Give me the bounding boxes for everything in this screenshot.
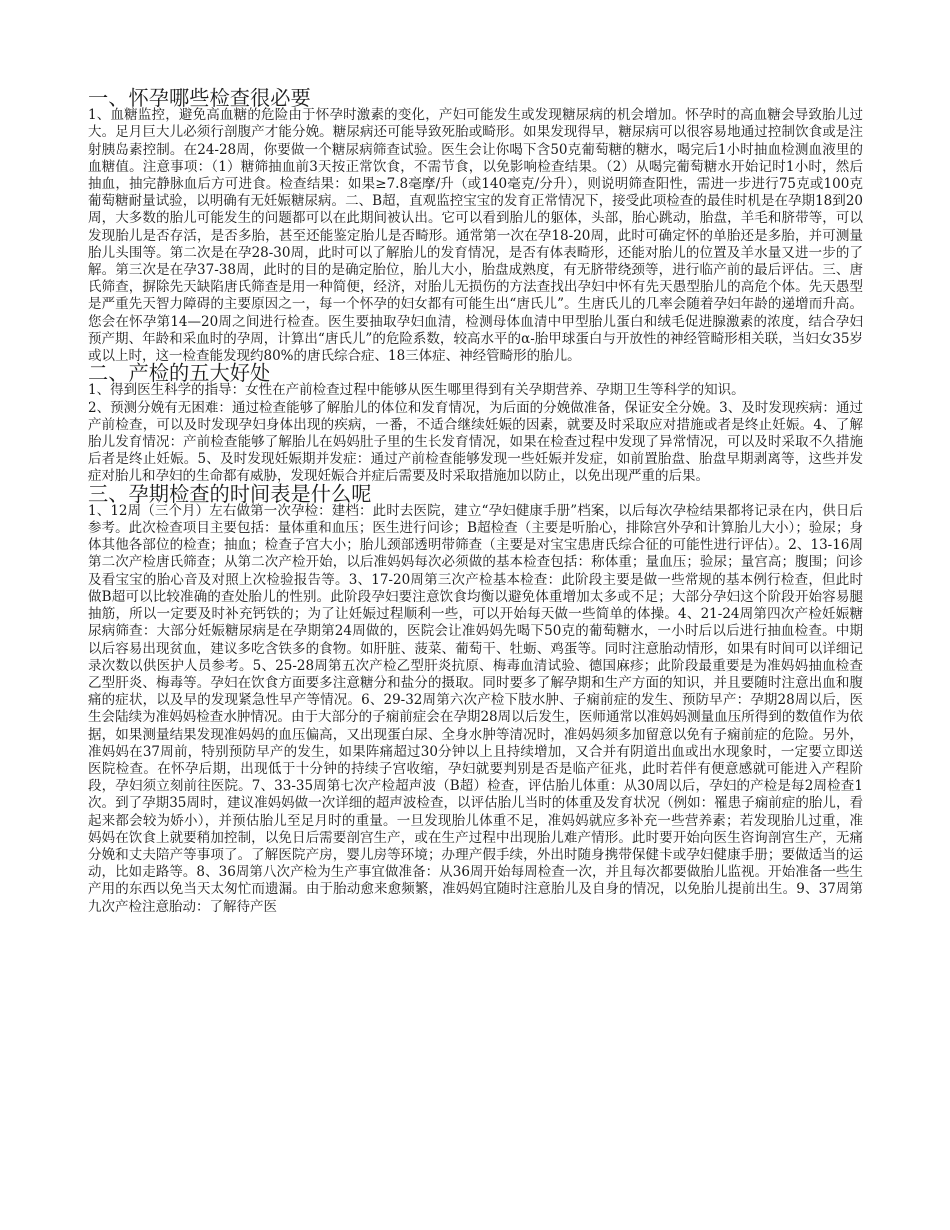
- paragraph-checks-detail: 1、血糖监控，避免高血糖的危险由于怀孕时激素的变化，产妇可能发生或发现糖尿病的机会增加。怀孕时的高血糖会导致胎儿过大。足月巨大儿必须行剖腹产才能分娩。糖尿病还可能导致死胎或畸形。如果发现得早，糖尿病可以很容易地通过控制饮食或是注射胰岛素控制。在24-28周，你要做一个糖尿病筛查试验。医生会让你喝下含50克葡萄糖的糖水，喝完后1小时抽血检测血液里的血糖值。注意事项：（1）糖筛抽血前3天按正常饮食，不需节食，以免影响检查结果。（2）从喝完葡萄糖水开始记时1小时，然后抽血，抽完静脉血后方可进食。检查结果：如果≥7.8毫摩/升（或140毫克/分升），则说明筛查阳性，需进一步进行75克或100克葡萄糖耐量试验，以明确有无妊娠糖尿病。二、B超，直观监控宝宝的发育正常情况下，接受此项检查的最佳时机是在孕期18到20周，大多数的胎儿可能发生的问题都可以在此期间被认出。它可以看到胎儿的躯体，头部，胎心跳动，胎盘，羊毛和脐带等，可以发现胎儿是否存活，是否多胎，甚至还能鉴定胎儿是否畸形。通常第一次在孕18-20周，此时可确定怀的单胎还是多胎，并可测量胎儿头围等。第二次是在孕28-30周，此时可以了解胎儿的发育情况，是否有体表畸形，还能对胎儿的位置及羊水量又进一步的了解。第三次是在孕37-38周，此时的目的是确定胎位，胎儿大小，胎盘成熟度，有无脐带绕颈等，进行临产前的最后评估。三、唐氏筛查，摒除先天缺陷唐氏筛查是用一种简便，经济，对胎儿无损伤的方法查找出孕妇中怀有先天愚型胎儿的高危个体。先天愚型是严重先天智力障碍的主要原因之一，每一个怀孕的妇女都有可能生出“唐氏儿”。生唐氏儿的几率会随着孕妇年龄的递增而升高。您会在怀孕第14—20周之间进行检查。医生要抽取孕妇血清，检测母体血清中甲型胎儿蛋白和绒毛促进腺激素的浓度，结合孕妇预产期、年龄和采血时的孕周，计算出“唐氏儿”的危险系数，较高水平的α-胎甲球蛋白与开放性的神经管畸形相关联，当妇女35岁或以上时，这一检查能发现约80%的唐氏综合症、18三体症、神经管畸形的胎儿。: [88, 107, 863, 365]
- section-heading-schedule: 三、孕期检查的时间表是什么呢: [88, 481, 372, 506]
- paragraph-benefit-guidance: 1、得到医生科学的指导：女性在产前检查过程中能够从医生哪里得到有关孕期营养、孕期卫生等科学的知识。: [88, 382, 745, 399]
- section-heading-pregnancy-checks: 一、怀孕哪些检查很必要: [88, 86, 311, 110]
- paragraph-benefit-prediction: 2、预测分娩有无困难：通过检查能够了解胎儿的体位和发育情况，为后面的分娩做准备，保证安全分娩。3、及时发现疾病：通过产前检查，可以及时发现孕妇身体出现的疾病，一番，不适合继续妊娠的因素，就要及时采取应对措施或者是终止妊娠。4、了解胎儿发育情况：产前检查能够了解胎儿在妈妈肚子里的生长发育情况，如果在检查过程中发现了异常情况，可以及时采取不久措施后者是终止妊娠。5、及时发现妊娠期并发症：通过产前检查能够发现一些妊娠并发症，如前置胎盘、胎盘早期剥离等，这些并发症对胎儿和孕妇的生命都有威胁，发现妊娠合并症后需要及时采取措施加以防止，以免出现严重的后果。: [88, 399, 863, 485]
- paragraph-schedule-detail: 1、12周（三个月）左右做第一次孕检：建档：此时去医院，建立“孕妇健康手册”档案，以后每次孕检结果都将记录在内，供日后参考。此次检查项目主要包括：量体重和血压；医生进行问诊；B超检查（主要是听胎心，排除宫外孕和计算胎儿大小）；验尿；身体其他各部位的检查；抽血；检查子宫大小；胎儿颈部透明带筛查（主要是对宝宝患唐氏综合征的可能性进行评估）。2、13-16周第二次产检唐氏筛查；从第二次产检开始，以后准妈妈每次必须做的基本检查包括：称体重；量血压；验尿；量宫高；腹围；问诊及看宝宝的胎心音及对照上次检验报告等。3、17-20周第三次产检基本检查：此阶段主要是做一些常规的基本例行检查，但此时做B超可以比较准确的查处胎儿的性别。此阶段孕妇要注意饮食均衡以避免体重增加太多或不足；大部分孕妇这个阶段开始容易腿抽筋，所以一定要及时补充钙铁的；为了让妊娠过程顺利一些，可以开始每天做一些简单的体操。4、21-24周第四次产检妊娠糖尿病筛查：大部分妊娠糖尿病是在孕期第24周做的，医院会让准妈妈先喝下50克的葡萄糖水，一小时后以后进行抽血检查。中期以后容易出现贫血，建议多吃含铁多的食物。如肝脏、菠菜、葡萄干、牡蛎、鸡蛋等。同时注意胎动情形，如果有时间可以详细记录次数以供医护人员参考。5、25-28周第五次产检乙型肝炎抗原、梅毒血清试验、德国麻疹；此阶段最重要是为准妈妈抽血检查乙型肝炎、梅毒等。孕妇在饮食方面要多注意糖分和盐分的摄取。同时要多了解孕期和生产方面的知识，并且要随时注意出血和腹痛的症状，以及早的发现紧急性早产等情况。6、29-32周第六次产检下肢水肿、子痫前症的发生、预防早产：孕期28周以后，医生会陆续为准妈妈检查水肿情况。由于大部分的子痫前症会在孕期28周以后发生，医师通常以准妈妈测量血压所得到的数值作为依据，如果测量结果发现准妈妈的血压偏高，又出现蛋白尿、全身水肿等清况时，准妈妈须多加留意以免有子痫前症的危险。另外，准妈妈在37周前，特别预防早产的发生，如果阵痛超过30分钟以上且持续增加，又合并有阴道出血或出水现象时，一定要立即送医院检查。在怀孕后期，出现低于十分钟的持续子宫收缩，孕妇就要判别是否是临产征兆，此时若伴有便意感就可能进入产程阶段，孕妇须立刻前往医院。7、33-35周第七次产检超声波（B超）检查，评估胎儿体重：从30周以后，孕妇的产检是每2周检查1次。到了孕期35周时，建议准妈妈做一次详细的超声波检查，以评估胎儿当时的体重及发育状况（例如：罹患子痫前症的胎儿，看起来都会较为娇小），并预估胎儿至足月时的重量。一旦发现胎儿体重不足，准妈妈就应多补充一些营养素；若发现胎儿过重，准妈妈在饮食上就要稍加控制，以免日后需要剖宫生产，或在生产过程中出现胎儿难产情形。此时要开始向医生咨询剖宫生产，无痛分娩和丈夫陪产等事项了。了解医院产房，婴儿房等环境；办理产假手续，外出时随身携带保健卡或孕妇健康手册；要做适当的运动，比如走路等。8、36周第八次产检为生产事宜做准备：从36周开始每周检查一次，并且每次都要做胎儿监视。开始准备一些生产用的东西以免当天太匆忙而遗漏。由于胎动愈来愈频繁，准妈妈宜随时注意胎儿及自身的情况，以免胎儿提前出生。9、37周第九次产检注意胎动：了解待产医: [88, 502, 863, 915]
- section-heading-five-benefits: 二、产检的五大好处: [88, 361, 271, 386]
- document-page: [88, 86, 863, 916]
